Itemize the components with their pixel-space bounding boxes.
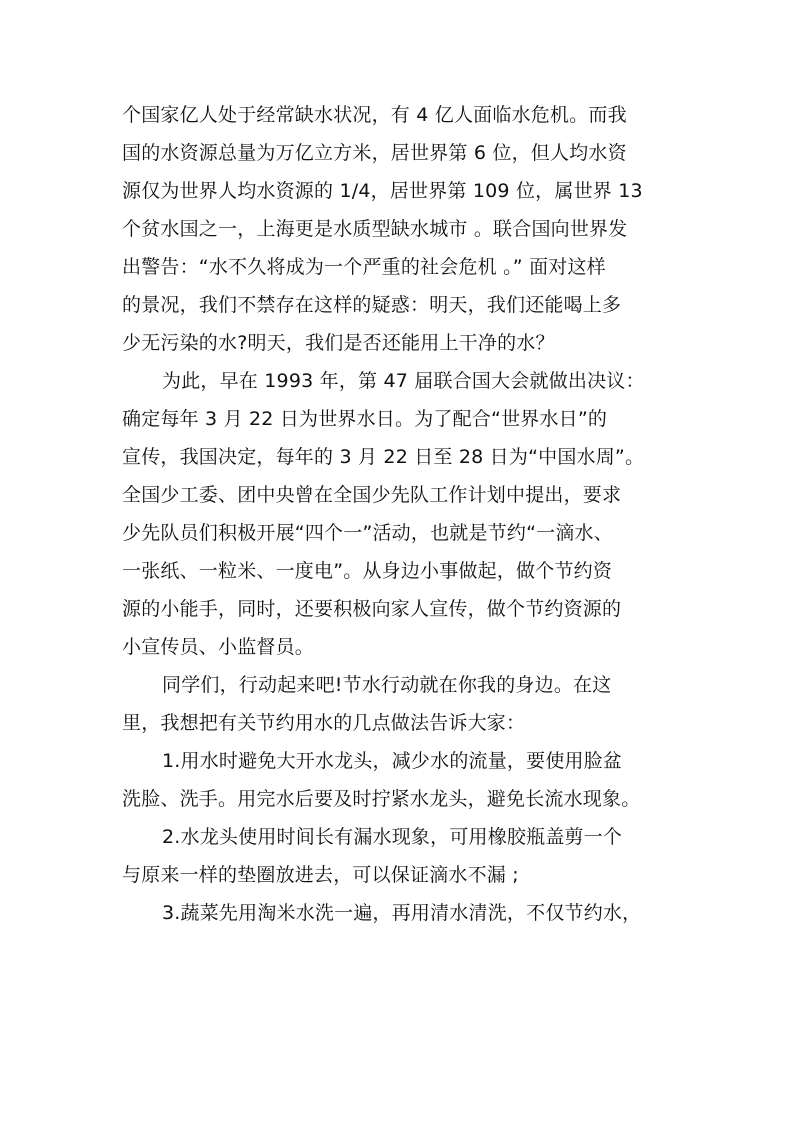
text-line: 个贫水国之一，上海更是水质型缺水城市 。联合国向世界发 (122, 218, 628, 240)
text-line: 宣传，我国决定，每年的 3 月 22 日至 28 日为“中国水周”。 (122, 446, 645, 468)
list-item-3-line: 3.蔬菜先用淘米水洗一遍，再用清水清洗，不仅节约水， (162, 902, 642, 924)
text-line: 与原来一样的垫圈放进去，可以保证滴水不漏 ; (122, 864, 519, 886)
paragraph-first-line: 为此，早在 1993 年，第 47 届联合国大会就做出决议： (162, 370, 645, 392)
text-line: 一张纸、一粒米、一度电”。从身边小事做起，做个节约资 (122, 560, 613, 582)
list-item-2-line: 2.水龙头使用时间长有漏水现象，可用橡胶瓶盖剪一个 (162, 826, 623, 848)
text-line: 个国家亿人处于经常缺水状况，有 4 亿人面临水危机。而我 (122, 104, 627, 126)
text-line: 里，我想把有关节约用水的几点做法告诉大家： (122, 712, 526, 734)
text-line: 国的水资源总量为万亿立方米，居世界第 6 位，但人均水资 (122, 142, 627, 164)
text-line: 源的小能手，同时，还要积极向家人宣传，做个节约资源的 (122, 598, 622, 620)
text-line: 少先队员们积极开展“四个一”活动，也就是节约“一滴水、 (122, 522, 613, 544)
text-line: 洗脸、洗手。用完水后要及时拧紧水龙头，避免长流水现象。 (122, 788, 641, 810)
text-line: 源仅为世界人均水资源的 1/4，居世界第 109 位，属世界 13 (122, 180, 643, 202)
text-line: 少无污染的水?明天，我们是否还能用上干净的水？ (122, 332, 555, 354)
text-line: 出警告：“水不久将成为一个严重的社会危机 。” 面对这样 (122, 256, 606, 278)
text-line: 确定每年 3 月 22 日为世界水日。为了配合“世界水日”的 (122, 408, 608, 430)
list-item-1-line: 1.用水时避免大开水龙头，减少水的流量，要使用脸盆 (162, 750, 623, 772)
text-line: 的景况，我们不禁存在这样的疑惑：明天，我们还能喝上多 (122, 294, 622, 316)
paragraph-first-line: 同学们，行动起来吧!节水行动就在你我的身边。在这 (162, 674, 612, 696)
text-line: 全国少工委、团中央曾在全国少先队工作计划中提出，要求 (122, 484, 622, 506)
text-line: 小宣传员、小监督员。 (122, 636, 315, 658)
